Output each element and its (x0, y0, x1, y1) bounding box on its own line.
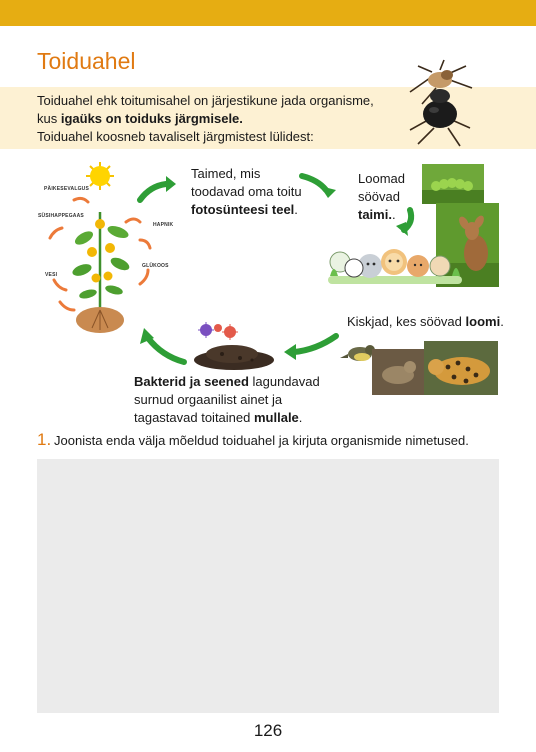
plants-text: Taimed, mis toodavad oma toitu fotosünteesi teel. (191, 166, 302, 217)
label-sunlight: PÄIKESEVALGUS (44, 186, 90, 192)
arrow-decomposers-to-plant (148, 338, 184, 362)
predators-text: Kiskjad, kes söövad loomi. (347, 314, 504, 329)
drawing-area[interactable] (37, 459, 499, 713)
task-text: Joonista enda välja mõeldud toiduahel ja kirjuta organismide nimetused. (54, 433, 469, 448)
intro-line-1: Toiduahel ehk toitumisahel on järjestikune jada organisme, (37, 93, 374, 108)
page-number: 126 (253, 721, 283, 740)
page-title: Toiduahel (37, 48, 136, 74)
arrow-predators-to-decomposers (294, 336, 336, 352)
label-co2: SÜSIHAPPEGAAS (38, 213, 84, 219)
bacteria-icon (198, 322, 238, 340)
soil-image (192, 318, 276, 370)
arrow-plant-to-plants-text (140, 184, 166, 200)
animals-image (328, 232, 462, 290)
intro-line-2: kus igaüks on toiduks järgmisele. (37, 111, 243, 126)
decomposers-text: Bakterid ja seened lagundavad surnud orgaanilist ainet ja tagastavad toitained mullale. (134, 374, 320, 425)
intro-line-3: Toiduahel koosneb tavaliselt järgmistest lülidest: (37, 129, 314, 144)
task-number: 1. (37, 430, 52, 449)
caterpillar-image (422, 164, 484, 204)
predator-image (372, 341, 498, 395)
label-water: VESI (45, 272, 58, 278)
label-oxygen: HAPNIK (153, 222, 174, 228)
label-glucose: GLÜKOOS (142, 263, 169, 269)
herbivores-text: Loomad söövad taimi.. (358, 171, 405, 222)
